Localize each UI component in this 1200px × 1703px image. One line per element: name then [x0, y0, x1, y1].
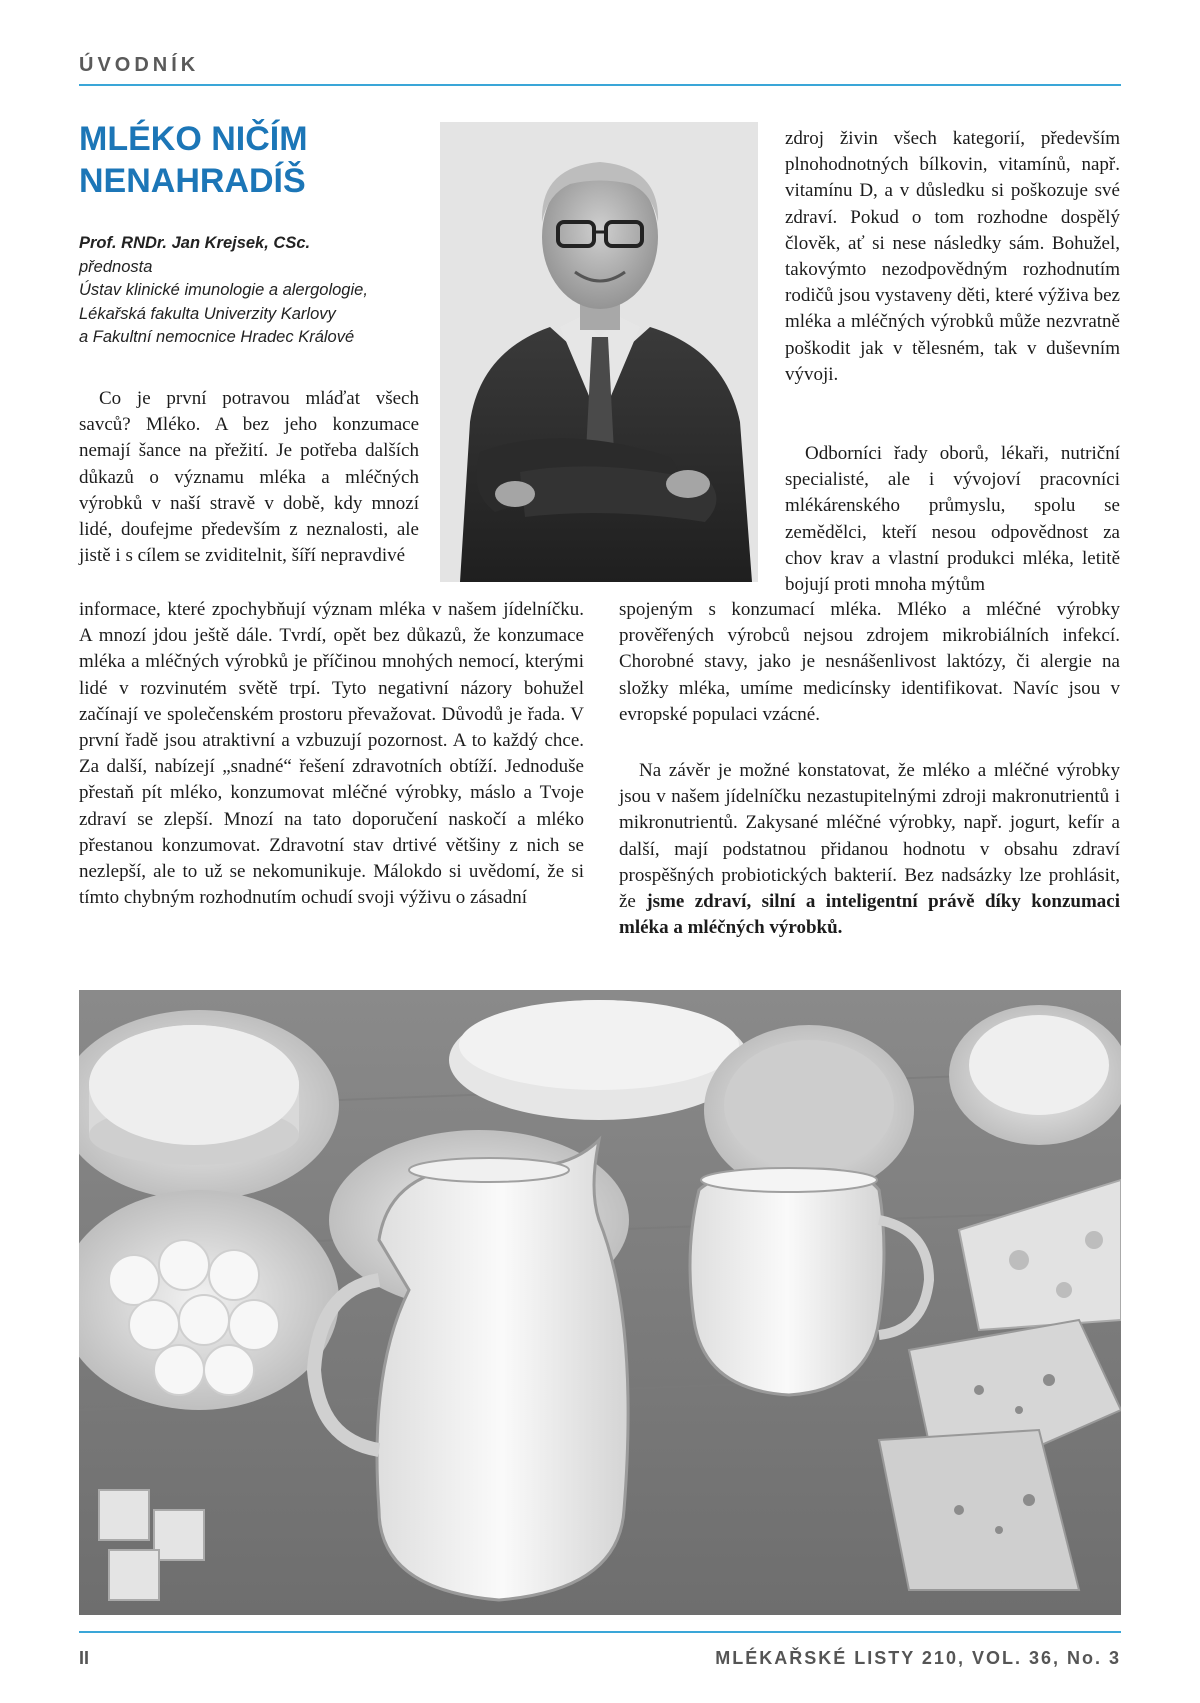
article-column-right-wide	[619, 597, 1120, 728]
footer-rule	[79, 1631, 1121, 1633]
paragraph-1-part-b: informace, které zpochybňují význam mléka v našem jídelníčku. A mnozí jdou ještě dále. Tvrdí, opět bez důkazů, že konzumace mléka a mléčných výrobků je příčinou mnohých nemocí, kterými lidé v rozvinutém světě trpí. Tyto negativní názory bohužel začínají ve společenském prostoru převažovat. Důvodů je řada. V první řadě jsou atraktivní a vzbuzují pozornost. A to každý chce. Za další, nabízejí „snadné“ řešení zdravotních obtíží. Jednoduše přestaň pít mléko, konzumovat mléčné výrobky, máslo a Tvoje zdraví se zlepší. Mnozí na tato doporučení naskočí a mléko přestanou konzumovat. Zdravotní stav drtivé většiny z nich se nezlepší, ale to už se nekomunikuje. Málokdo si uvědomí, že si tímto chybným rozhodnutím ochudí svoji výživu o zásadní	[79, 599, 584, 909]
paragraph-3-text: Na závěr je možné konstatovat, že mléko a mléčné výrobky jsou v našem jídelníčku nezastupitelnými zdroji makronutrientů i mikronutrientů. Zakysané mléčné výrobky, např. jogurt, kefír a další, mají podstatnou přidanou hodnotu v obsahu zdraví prospěšných probiotických bakterií. Bez nadsázky lze prohlásit, že	[619, 760, 1120, 913]
article-title	[79, 118, 419, 202]
article-column-right-end	[619, 758, 1120, 941]
article-column-left-top	[79, 386, 419, 569]
dairy-illustration	[79, 990, 1121, 1615]
page-number: II	[79, 1648, 90, 1668]
paragraph-3	[619, 758, 1120, 941]
paragraph-2-part-b: spojeným s konzumací mléka. Mléko a mléčné výrobky prověřených výrobců nejsou zdrojem mikrobiálních infekcí. Chorobné stavy, jako je nesnášenlivost laktózy, či alergie na složky mléka, umíme medicínsky identifikovat. Navíc jsou v evropské populaci vzácné.	[619, 599, 1120, 725]
author-block	[79, 232, 424, 350]
author-affiliation-line: přednosta	[79, 257, 153, 276]
journal-reference: MLÉKAŘSKÉ LISTY 210, VOL. 36, No. 3	[715, 1648, 1121, 1668]
author-affiliation-line: Ústav klinické imunologie a alergologie,	[79, 281, 368, 299]
title-line-1: MLÉKO NIČÍM	[79, 120, 308, 158]
author-affiliation-line: a Fakultní nemocnice Hradec Králové	[79, 328, 355, 346]
author-affiliation-line: Lékařská fakulta Univerzity Karlovy	[79, 304, 336, 323]
article-column-right-mid	[785, 441, 1120, 598]
paragraph-1-part-c: zdroj živin všech kategorií, především plnohodnotných bílkovin, vitamínů, např. vitamínu D, a v důsledku si poškozuje své zdraví. Pokud o tom rozhodne dospělý člověk, ať si nese následky sám. Bohužel, takovýmto nezodpovědným rozhodnutím rodičů jsou vystaveny děti, které výživa bez mléka a mléčných výrobků může nezvratně poškodit jak v tělesném, tak v duševním vývoji.	[785, 128, 1120, 385]
article-column-left-wide	[79, 597, 584, 911]
dairy-products-photo	[79, 990, 1121, 1615]
title-line-2: NENAHRADÍŠ	[79, 162, 306, 200]
paragraph-3-emphasis: jsme zdraví, silní a inteligentní právě díky konzumaci mléka a mléčných výrobků.	[619, 891, 1120, 939]
paragraph-2-part-a: Odborníci řady oborů, lékaři, nutriční specialisté, ale i vývojoví pracovníci mlékárenského průmyslu, spolu se zemědělci, kteří nesou odpovědnost za chov krav a vlastní produkci mléka, letitě bojují proti mnoha mýtům	[785, 443, 1120, 596]
paragraph-1-part-a: Co je první potravou mláďat všech savců? Mléko. A bez jeho konzumace nemají šance na přežití. Je potřeba dalších důkazů o významu mléka a mléčných výrobků v naší stravě v době, kdy mnozí lidé, doufejme především z neznalosti, ale jistě i s cílem se zviditelnit, šíří nepravdivé	[79, 388, 419, 567]
author-name: Prof. RNDr. Jan Krejsek, CSc.	[79, 234, 311, 252]
article-column-right-top	[785, 126, 1120, 388]
portrait-illustration	[440, 122, 758, 582]
header-rule	[79, 84, 1121, 86]
author-portrait-photo	[440, 122, 758, 582]
section-label: ÚVODNÍK	[79, 54, 200, 76]
